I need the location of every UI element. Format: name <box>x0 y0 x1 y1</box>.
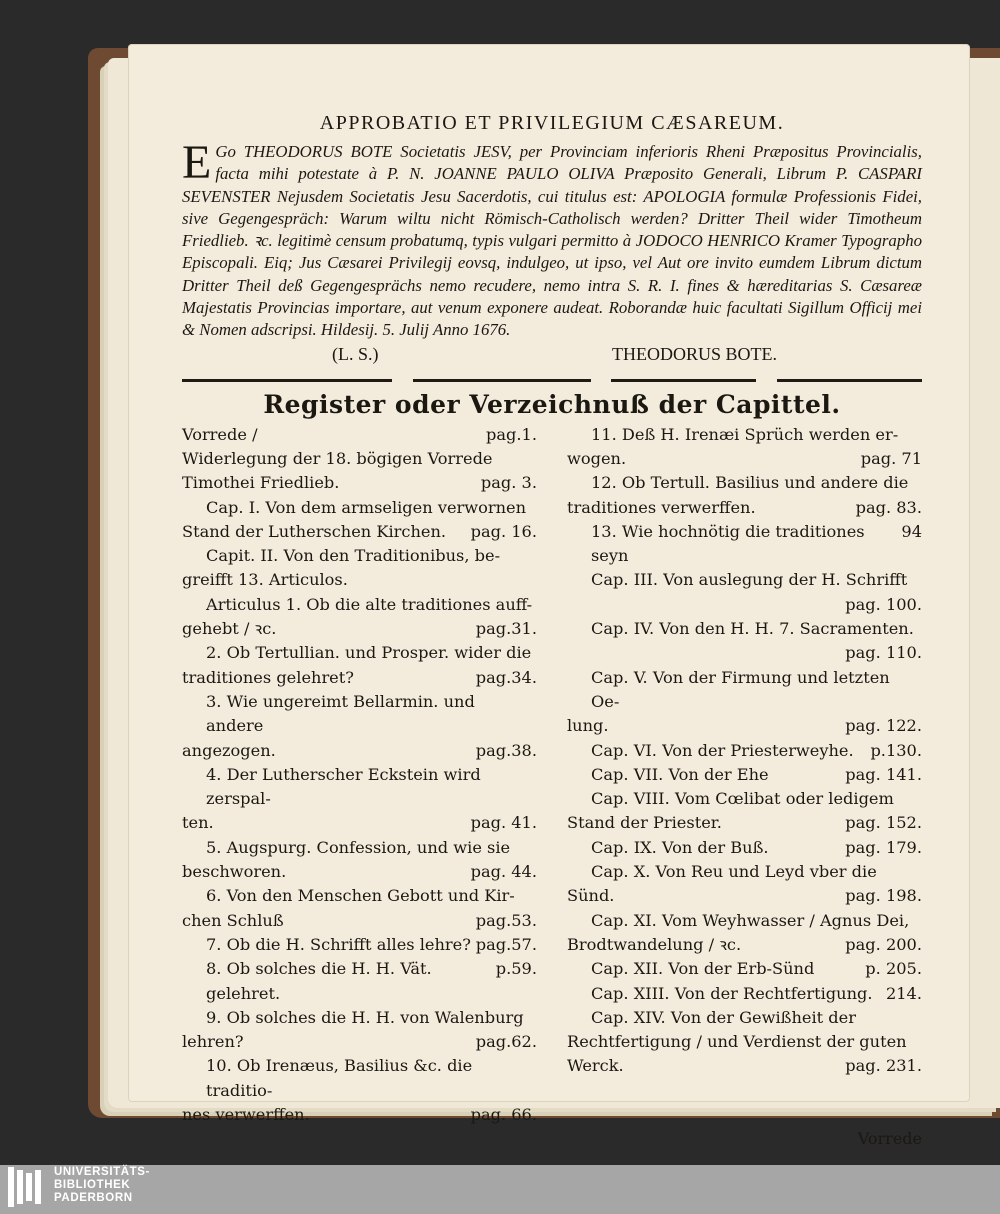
entry-line <box>567 714 922 738</box>
entry-text: nes verwerffen. <box>182 1104 310 1124</box>
entry-line <box>567 1054 922 1078</box>
catchword: Vorrede <box>857 1129 922 1149</box>
entry-text: 5. Augspurg. Confession, und wie sie <box>206 837 511 857</box>
register-right-column <box>567 423 922 1128</box>
entry-line <box>182 496 537 520</box>
register-entry <box>182 496 537 545</box>
approbation-body <box>182 136 922 342</box>
page-reference: pag. 122. <box>845 716 922 736</box>
page-reference: pag. 152. <box>845 813 922 833</box>
page-reference: pag. 41. <box>470 813 537 833</box>
entry-line <box>182 617 537 641</box>
register-columns <box>182 423 922 1128</box>
register-entry <box>567 568 922 617</box>
register-entry <box>182 763 537 836</box>
page-reference: pag. 231. <box>845 1056 922 1076</box>
drop-cap: E <box>182 136 212 189</box>
entry-line <box>567 520 922 569</box>
entry-text: Widerlegung der 18. bögigen Vorrede <box>182 448 493 468</box>
entry-line <box>567 909 922 933</box>
page-reference: 94 <box>901 521 922 541</box>
entry-line <box>567 836 922 860</box>
entry-line <box>182 739 537 763</box>
register-entry <box>182 593 537 642</box>
entry-line <box>182 909 537 933</box>
rule-segment <box>611 379 756 382</box>
entry-line <box>182 520 537 544</box>
register-entry <box>567 520 922 569</box>
page-reference: p. 205. <box>865 959 922 979</box>
page-reference: pag. 100. <box>845 594 922 614</box>
entry-line <box>567 811 922 835</box>
page-reference: 214. <box>885 983 922 1003</box>
page-reference: pag. 110. <box>845 643 922 663</box>
page-reference: pag.53. <box>475 910 537 930</box>
signatory: THEODORUS BOTE. <box>612 343 777 364</box>
entry-text: Cap. IX. Von der Buß. <box>591 837 769 857</box>
rule-segment <box>777 379 922 382</box>
library-logo-icon <box>8 1167 48 1207</box>
entry-line <box>182 568 537 592</box>
entry-text: Articulus 1. Ob die alte traditiones auff- <box>206 594 533 614</box>
register-entry <box>182 690 537 763</box>
page-reference: p.130. <box>870 740 922 760</box>
rule-segment <box>182 379 392 382</box>
entry-line <box>182 763 537 812</box>
register-entry <box>182 957 537 1006</box>
entry-line <box>567 568 922 592</box>
register-entry <box>567 763 922 787</box>
entry-line <box>567 423 922 447</box>
rule-segment <box>413 379 591 382</box>
entry-line <box>567 739 922 763</box>
register-entry <box>567 909 922 958</box>
entry-line <box>182 860 537 884</box>
entry-line <box>567 957 922 981</box>
entry-text: Timothei Friedlieb. <box>182 473 340 493</box>
register-entry <box>567 666 922 739</box>
entry-text: 11. Deß H. Irenæi Sprüch werden er- <box>591 424 899 444</box>
entry-line <box>182 1054 537 1103</box>
signature-line <box>182 344 922 365</box>
entry-text: 9. Ob solches die H. H. von Walenburg <box>206 1007 524 1027</box>
approbation-text: Go THEODORUS BOTE Societatis JESV, per Provinciam inferioris Rheni Præpositus Provincialis, facta mihi potestate à P. N. JOANNE PAULO OLIVA Præposito Generali, Librum P. CASPARI SEVENSTER Nejusdem Societatis Jesu Sacerdotis, cui titulus est: APOLOGIA formulæ Professionis Fidei, sive Gegengespräch: Warum wiltu nicht Römisch-Catholisch werden? Dritter Theil wider Timotheum Friedlieb. ꝛc. legitimè censum probatumq, typis vulgari permitto à JODOCO HENRICO Kramer Typographo Episcopali. Eiq; Jus Cæsarei Privilegij eovsq, indulgeo, ut ipso, vel Aut ore invito eumdem Librum dictum Dritter Theil deß Gegengesprächs nemo recudere, nemo intra S. R. I. fines & hæreditarias S. Cæsareæ Majestatis Provincias importare, aut venum exponere audeat. Roborandæ huic facultati Sigillum Officij mei & Nomen adscripsi. Hildesij. 5. Julij Anno 1676. <box>182 142 922 340</box>
page-reference: pag. 71 <box>860 448 922 468</box>
page-reference: pag. 66. <box>470 1104 537 1124</box>
page-reference: pag. 3. <box>480 473 537 493</box>
entry-text: Rechtfertigung / und Verdienst der guten <box>567 1032 907 1052</box>
library-name-line2: BIBLIOTHEK <box>54 1179 131 1191</box>
register-entry <box>182 836 537 885</box>
entry-text: Cap. VII. Von der Ehe <box>591 764 769 784</box>
entry-text: Cap. XI. Vom Weyhwasser / Agnus Dei, <box>591 910 910 930</box>
entry-text: Cap. IV. Von den H. H. 7. Sacramenten. <box>591 619 914 639</box>
entry-text: 7. Ob die H. Schrifft alles lehre? <box>206 934 471 954</box>
entry-line <box>182 593 537 617</box>
entry-text: 10. Ob Irenæus, Basilius &c. die traditio- <box>206 1056 473 1100</box>
entry-line <box>182 1030 537 1054</box>
entry-text: 6. Von den Menschen Gebott und Kir- <box>206 886 515 906</box>
page-reference: pag. 83. <box>855 497 922 517</box>
entry-text: lehren? <box>182 1032 244 1052</box>
register-left-column <box>182 423 537 1128</box>
entry-text: traditiones verwerffen. <box>567 497 756 517</box>
entry-text: Cap. VI. Von der Priesterweyhe. <box>591 740 854 760</box>
page-reference: pag.38. <box>475 740 537 760</box>
entry-text: Cap. XIV. Von der Gewißheit der <box>591 1007 856 1027</box>
register-entry <box>567 860 922 909</box>
entry-line <box>182 544 537 568</box>
entry-line <box>182 811 537 835</box>
library-name <box>54 1166 150 1205</box>
page-reference: pag. 198. <box>845 886 922 906</box>
entry-text: wogen. <box>567 448 627 468</box>
register-entry <box>182 933 537 957</box>
entry-line <box>182 957 537 1006</box>
facing-page-edge <box>968 62 1000 1107</box>
entry-line <box>182 690 537 739</box>
register-entry <box>567 787 922 836</box>
entry-line <box>182 884 537 908</box>
entry-text: Cap. V. Von der Firmung und letzten Oe- <box>591 667 890 711</box>
register-entry <box>567 982 922 1006</box>
seal-mark: (L. S.) <box>332 343 379 364</box>
entry-text: Cap. XII. Von der Erb-Sünd <box>591 959 815 979</box>
entry-line <box>567 982 922 1006</box>
library-footer-bar <box>0 1165 1000 1214</box>
entry-text: Cap. XIII. Von der Rechtfertigung. <box>591 983 873 1003</box>
page-reference: p.59. <box>495 959 537 979</box>
entry-line <box>182 1006 537 1030</box>
entry-line <box>182 447 537 471</box>
entry-line <box>567 593 922 617</box>
register-title: Register oder Verzeichnuß der Capittel. <box>263 389 841 419</box>
entry-text: angezogen. <box>182 740 276 760</box>
library-name-line3: PADERBORN <box>54 1192 133 1204</box>
page-reference: pag. 179. <box>845 837 922 857</box>
entry-line <box>182 471 537 495</box>
page-reference: pag.31. <box>475 619 537 639</box>
page-reference: pag.1. <box>486 424 537 444</box>
entry-text: 8. Ob solches die H. H. Vät. gelehret. <box>206 959 432 1003</box>
entry-line <box>182 666 537 690</box>
register-entry <box>182 544 537 593</box>
entry-line <box>567 787 922 811</box>
entry-text: Cap. I. Von dem armseligen verwornen <box>206 497 527 517</box>
entry-text: Capit. II. Von den Traditionibus, be- <box>206 546 501 566</box>
entry-line <box>567 884 922 908</box>
entry-text: Cap. III. Von auslegung der H. Schrifft <box>591 570 908 590</box>
register-entry <box>567 739 922 763</box>
entry-text: beschworen. <box>182 862 287 882</box>
entry-text: 12. Ob Tertull. Basilius und andere die <box>591 473 909 493</box>
entry-text: 13. Wie hochnötig die traditiones seyn <box>591 521 865 566</box>
page-text <box>182 112 922 1151</box>
page-reference: pag. 200. <box>845 934 922 954</box>
register-entry <box>567 423 922 472</box>
entry-line <box>567 763 922 787</box>
entry-text: 3. Wie ungereimt Bellarmin. und andere <box>206 691 475 736</box>
entry-line <box>182 641 537 665</box>
entry-line <box>567 933 922 957</box>
entry-text: chen Schluß <box>182 910 284 930</box>
entry-line <box>567 1030 922 1054</box>
entry-text: ten. <box>182 813 214 833</box>
entry-line <box>567 496 922 520</box>
separator-rules <box>182 379 922 382</box>
register-entry <box>182 884 537 933</box>
page-reference: pag.62. <box>475 1032 537 1052</box>
page-reference: pag. 16. <box>470 521 537 541</box>
register-entry <box>567 1006 922 1079</box>
entry-line <box>182 423 537 447</box>
entry-text: greifft 13. Articulos. <box>182 570 348 590</box>
register-entry <box>182 1006 537 1055</box>
page-reference: pag.34. <box>475 667 537 687</box>
entry-line <box>567 617 922 641</box>
entry-text: Vorrede / <box>182 424 258 444</box>
entry-text: Werck. <box>567 1056 624 1076</box>
page-reference: pag. 141. <box>845 764 922 784</box>
entry-text: Stand der Lutherschen Kirchen. <box>182 521 447 541</box>
register-entry <box>182 1054 537 1127</box>
entry-text: traditiones gelehret? <box>182 667 354 687</box>
entry-text: 2. Ob Tertullian. und Prosper. wider die <box>206 643 532 663</box>
register-entry <box>567 836 922 860</box>
page-reference: pag.57. <box>475 934 537 954</box>
entry-line <box>182 836 537 860</box>
register-entry <box>567 617 922 666</box>
entry-text: lung. <box>567 716 609 736</box>
entry-line <box>567 447 922 471</box>
entry-text: Cap. X. Von Reu und Leyd vber die <box>591 862 877 882</box>
entry-text: Stand der Priester. <box>567 813 722 833</box>
entry-line <box>567 1006 922 1030</box>
library-name-line1: UNIVERSITÄTS- <box>54 1166 150 1178</box>
entry-text: Brodtwandelung / ꝛc. <box>567 934 742 954</box>
entry-line <box>182 933 537 957</box>
entry-line <box>182 1103 537 1127</box>
entry-text: 4. Der Lutherscher Eckstein wird zerspal- <box>206 764 481 809</box>
entry-text: Sünd. <box>567 886 615 906</box>
entry-text: gehebt / ꝛc. <box>182 619 277 639</box>
register-entry <box>182 641 537 690</box>
register-entry <box>567 471 922 520</box>
register-entry <box>567 957 922 981</box>
register-entry <box>182 423 537 496</box>
entry-line <box>567 860 922 884</box>
entry-line <box>567 666 922 715</box>
entry-line <box>567 641 922 665</box>
entry-text: Cap. VIII. Vom Cœlibat oder ledigem <box>591 789 894 809</box>
page-reference: pag. 44. <box>470 862 537 882</box>
approbation-title: APPROBATIO ET PRIVILEGIUM CÆSAREUM. <box>319 112 785 134</box>
entry-line <box>567 471 922 495</box>
